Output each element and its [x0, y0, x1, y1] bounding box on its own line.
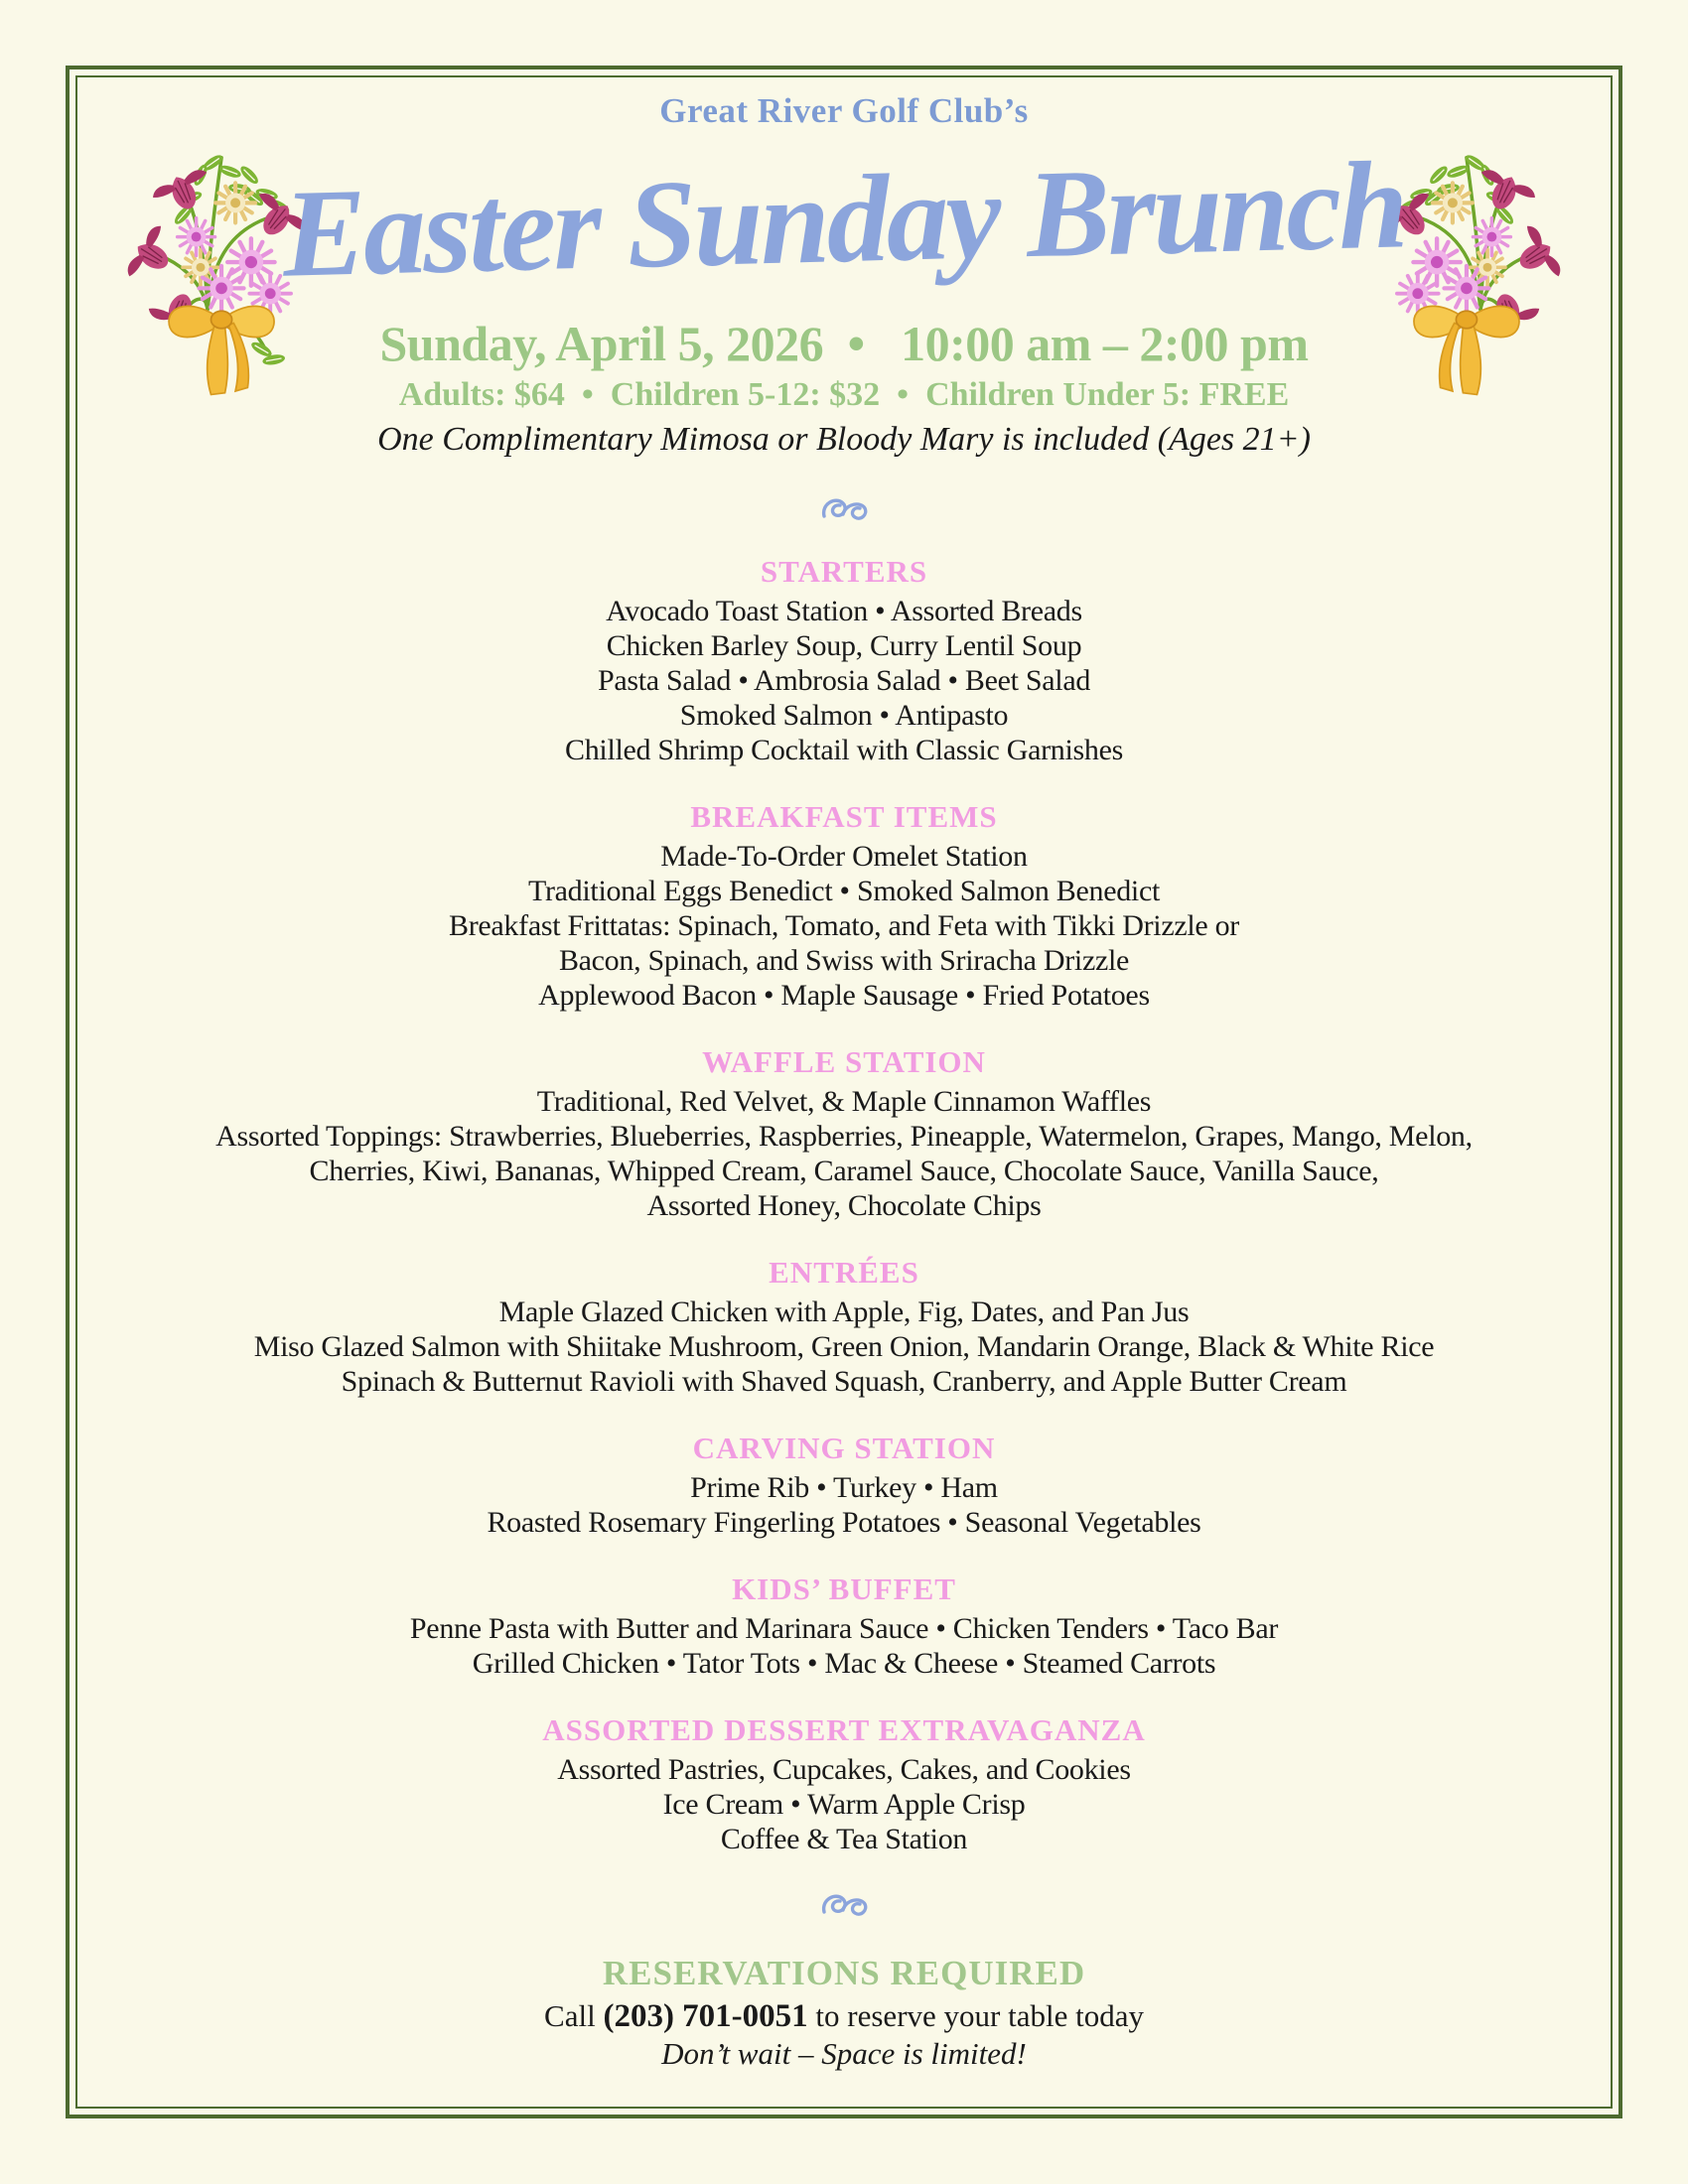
phone-number: (203) 701-0051 [603, 1998, 808, 2034]
call-prefix: Call [544, 1998, 604, 2033]
reservation-call-line [0, 1997, 1688, 2035]
section-heading: WAFFLE STATION [702, 1044, 986, 1079]
section-items [0, 594, 1688, 767]
menu-item: Roasted Rosemary Fingerling Potatoes • Seasonal Vegetables [487, 1506, 1201, 1539]
menu-item: Bacon, Spinach, and Swiss with Sriracha Drizzle [558, 944, 1130, 977]
menu-item: Avocado Toast Station • Assorted Breads [606, 595, 1082, 627]
menu-section [0, 1042, 1688, 1223]
menu-section [0, 1253, 1688, 1399]
menu-item: Breakfast Frittatas: Spinach, Tomato, and Feta with Tikki Drizzle or [449, 909, 1239, 942]
section-heading: KIDS’ BUFFET [732, 1571, 956, 1606]
section-items [0, 1470, 1688, 1540]
section-items [0, 1752, 1688, 1856]
pricing-line: Adults: $64 • Children 5-12: $32 • Children Under 5: FREE [398, 376, 1290, 413]
swirl-ornament-icon [816, 1886, 872, 1926]
menu-item: Chicken Barley Soup, Curry Lentil Soup [606, 629, 1082, 662]
reservations-heading: RESERVATIONS REQUIRED [602, 1954, 1086, 1992]
menu-item: Maple Glazed Chicken with Apple, Fig, Dates, and Pan Jus [498, 1296, 1190, 1328]
menu-item: Applewood Bacon • Maple Sausage • Fried Potatoes [538, 979, 1150, 1012]
menu-section [0, 1429, 1688, 1540]
swirl-ornament-icon [816, 490, 872, 530]
section-items [0, 1611, 1688, 1681]
page-title: Easter Sunday Brunch [281, 136, 1407, 304]
menu-item: Coffee & Tea Station [720, 1823, 968, 1855]
complimentary-note: One Complimentary Mimosa or Bloody Mary is included (Ages 21+) [377, 421, 1311, 458]
event-date-time: Sunday, April 5, 2026 • 10:00 am – 2:00 pm [379, 316, 1309, 371]
section-heading: STARTERS [760, 554, 928, 589]
menu-item: Ice Cream • Warm Apple Crisp [662, 1788, 1026, 1821]
menu-item: Grilled Chicken • Tator Tots • Mac & Cheese • Steamed Carrots [472, 1647, 1216, 1680]
menu-item: Spinach & Butternut Ravioli with Shaved Squash, Cranberry, and Apple Butter Cream [341, 1365, 1347, 1398]
menu-item: Assorted Toppings: Strawberries, Blueberries, Raspberries, Pineapple, Watermelon, Grapes, Mango, Melon, [215, 1120, 1473, 1153]
menu-item: Smoked Salmon • Antipasto [679, 699, 1009, 732]
club-name: Great River Golf Club’s [659, 91, 1029, 130]
menu-section [0, 552, 1688, 767]
section-items [0, 1295, 1688, 1399]
menu-item: Penne Pasta with Butter and Marinara Sauce • Chicken Tenders • Taco Bar [409, 1612, 1279, 1645]
menu-item: Traditional Eggs Benedict • Smoked Salmon Benedict [528, 875, 1160, 907]
space-limited-tagline: Don’t wait – Space is limited! [661, 2036, 1027, 2071]
section-items [0, 839, 1688, 1013]
section-heading: ENTRÉES [769, 1255, 919, 1290]
menu-item: Chilled Shrimp Cocktail with Classic Garnishes [565, 734, 1123, 766]
menu-sections [0, 552, 1688, 1856]
menu-item: Miso Glazed Salmon with Shiitake Mushroom, Green Onion, Mandarin Orange, Black & White Rice [253, 1330, 1435, 1363]
call-suffix: to reserve your table today [807, 1998, 1144, 2033]
menu-item: Made-To-Order Omelet Station [660, 840, 1028, 873]
menu-item: Prime Rib • Turkey • Ham [690, 1471, 998, 1504]
menu-item: Traditional, Red Velvet, & Maple Cinnamon Waffles [536, 1085, 1152, 1118]
menu-section [0, 1570, 1688, 1681]
section-heading: BREAKFAST ITEMS [690, 799, 998, 834]
menu-item: Cherries, Kiwi, Bananas, Whipped Cream, Caramel Sauce, Chocolate Sauce, Vanilla Sauce, [309, 1155, 1379, 1187]
menu-item: Assorted Pastries, Cupcakes, Cakes, and Cookies [557, 1753, 1131, 1786]
menu-section [0, 797, 1688, 1013]
section-heading: CARVING STATION [692, 1431, 996, 1465]
menu-item: Pasta Salad • Ambrosia Salad • Beet Salad [597, 664, 1091, 697]
section-items [0, 1084, 1688, 1223]
menu-item: Assorted Honey, Chocolate Chips [646, 1189, 1042, 1222]
section-heading: ASSORTED DESSERT EXTRAVAGANZA [542, 1712, 1146, 1747]
menu-section [0, 1710, 1688, 1856]
